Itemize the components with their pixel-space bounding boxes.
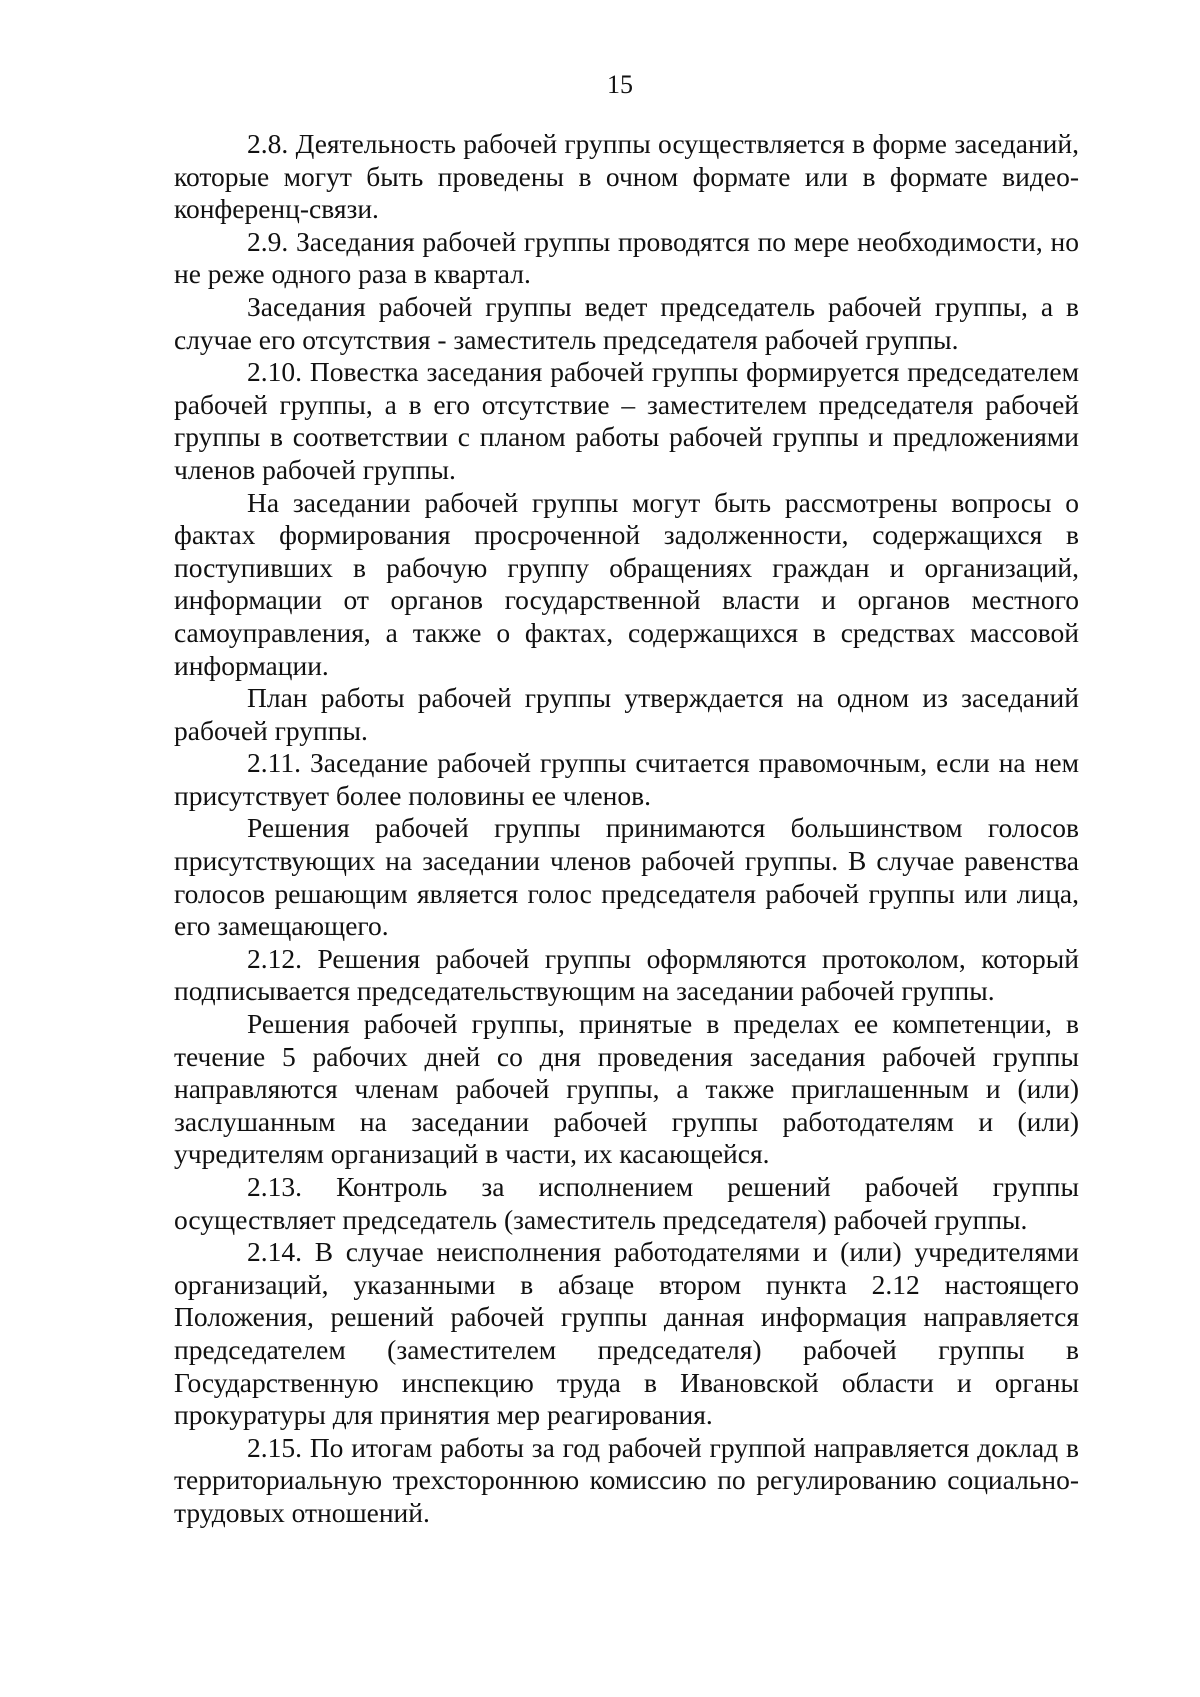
paragraph-2-14: 2.14. В случае неисполнения работодателями и (или) учредителями организаций, указанными в абзаце втором пункта 2.12 настоящего Положения, решений рабочей группы данная информация направляется председателем (заместителем председателя) рабочей группы в Государственную инспекцию труда в Ивановской области и органы прокуратуры для принятия мер реагирования. (174, 1236, 1079, 1431)
document-body (174, 128, 1079, 1530)
paragraph-2-15: 2.15. По итогам работы за год рабочей группой направляется доклад в территориальную трехстороннюю комиссию по регулированию социально-трудовых отношений. (174, 1431, 1079, 1528)
paragraph-2-8: 2.8. Деятельность рабочей группы осуществляется в форме заседаний, которые могут быть проведены в очном формате или в формате видео-конференц-связи. (174, 128, 1079, 225)
paragraph-2-10: 2.10. Повестка заседания рабочей группы формируется председателем рабочей группы, а в его отсутствие – заместителем председателя рабочей группы в соответствии с планом работы рабочей группы и предложениями членов рабочей группы. (174, 356, 1079, 485)
paragraph-2-12-distribution: Решения рабочей группы, принятые в пределах ее компетенции, в течение 5 рабочих дней со дня проведения заседания рабочей группы направляются членам рабочей группы, а также приглашенным и (или) заслушанным на заседании рабочей группы работодателям и (или) учредителям организаций в части, их касающейся. (174, 1008, 1079, 1170)
paragraph-2-13: 2.13. Контроль за исполнением решений рабочей группы осуществляет председатель (заместитель председателя) рабочей группы. (174, 1171, 1079, 1235)
paragraph-2-12: 2.12. Решения рабочей группы оформляются протоколом, который подписывается председательствующим на заседании рабочей группы. (174, 942, 1079, 1007)
paragraph-2-10-questions: На заседании рабочей группы могут быть рассмотрены вопросы о фактах формирования просроченной задолженности, содержащихся в поступивших в рабочую группу обращениях граждан и организаций, информации от органов государственной власти и органов местного самоуправления, а также о фактах, содержащихся в средствах массовой информации. (174, 486, 1079, 681)
paragraph-2-11-decisions: Решения рабочей группы принимаются большинством голосов присутствующих на заседании членов рабочей группы. В случае равенства голосов решающим является голос председателя рабочей группы или лица, его замещающего. (174, 812, 1079, 942)
paragraph-2-10-plan: План работы рабочей группы утверждается на одном из заседаний рабочей группы. (174, 682, 1079, 746)
paragraph-2-11: 2.11. Заседание рабочей группы считается правомочным, если на нем присутствует более половины ее членов. (174, 747, 1079, 811)
paragraph-2-9: 2.9. Заседания рабочей группы проводятся по мере необходимости, но не реже одного раза в квартал. (174, 225, 1079, 290)
page-number: 15 (607, 70, 633, 99)
paragraph-2-9-chair: Заседания рабочей группы ведет председатель рабочей группы, а в случае его отсутствия - заместитель председателя рабочей группы. (174, 290, 1079, 355)
